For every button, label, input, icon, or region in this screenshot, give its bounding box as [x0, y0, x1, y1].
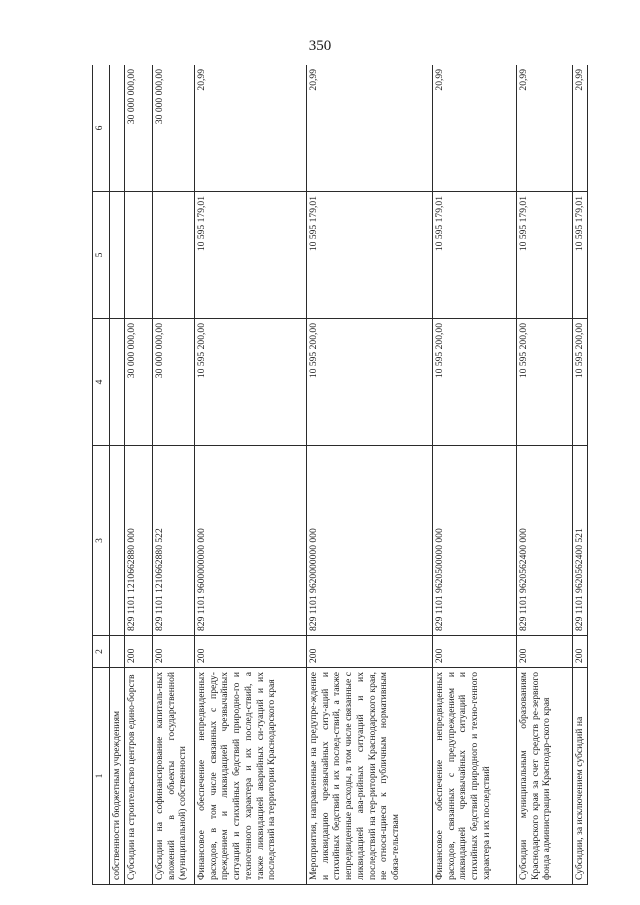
row-code: 829 1101 1210662880 522	[153, 446, 195, 636]
row-ved: 200	[195, 636, 307, 668]
table-row	[433, 65, 517, 885]
row-value-6: 20,99	[573, 65, 588, 192]
table-row	[153, 65, 195, 885]
rotated-table-area	[92, 65, 612, 885]
row-value-5: 10 595 179,01	[195, 192, 307, 319]
row-value-5: 10 595 179,01	[517, 192, 573, 319]
row-value-6: 20,99	[433, 65, 517, 192]
row-value-6: 30 000 000,00	[153, 65, 195, 192]
row-value-5: 10 595 179,01	[307, 192, 433, 319]
row-ved: 200	[517, 636, 573, 668]
header-col-2: 2	[93, 636, 110, 668]
row-ved: 200	[307, 636, 433, 668]
row-name: Субсидии, за исключением субсидий на	[573, 668, 588, 885]
row-name: Субсидии на строительство центров едино-борств	[125, 668, 153, 885]
row-value-6: 20,99	[307, 65, 433, 192]
row-value-6: 20,99	[195, 65, 307, 192]
table-row	[517, 65, 573, 885]
row-name: Финансовое обеспечение непредвиденных расходов, в том числе связанных с преду-преждением и ликвидацией чрезвычайных ситуаций и стихийных бедствий природно-го и техногенного характера и их послед-ствий, а также ликвидацией аварийных си-туаций и их последствий на территории Краснодарского края	[195, 668, 307, 885]
header-col-4: 4	[93, 319, 110, 446]
table-row	[307, 65, 433, 885]
row-ved: 200	[153, 636, 195, 668]
row-value-4: 10 595 200,00	[433, 319, 517, 446]
row-name: Субсидии на софинансирование капиталь-ных вложений в объекты государственной (муниципальной) собственности	[153, 668, 195, 885]
row-code: 829 1101 9600000000 000	[195, 446, 307, 636]
row-value-4: 30 000 000,00	[153, 319, 195, 446]
header-col-5: 5	[93, 192, 110, 319]
row-name: Мероприятия, направленные на предупре-ждение и ликвидацию чрезвычайных ситу-аций и стихийных бедствий и их послед-ствий, а также непредвиденные расходы, в том числе связанные с ликвидацией ава-рийных ситуаций и их последствий на тер-ритории Краснодарского края, не относя-щиеся к публичным нормативным обяза-тельствам	[307, 668, 433, 885]
row-value-4: 10 595 200,00	[195, 319, 307, 446]
row-code	[110, 446, 125, 636]
row-value-6	[110, 65, 125, 192]
row-value-5	[125, 192, 153, 319]
header-col-1: 1	[93, 668, 110, 885]
table-row	[573, 65, 588, 885]
row-name: Субсидии муниципальным образованиям Краснодарского края за счет средств ре-зервного фонда администрации Краснодар-ского края	[517, 668, 573, 885]
row-value-5: 10 595 179,01	[573, 192, 588, 319]
row-code: 829 1101 9620500000 000	[433, 446, 517, 636]
rotated-table-container	[92, 65, 612, 885]
header-row	[93, 65, 110, 885]
row-code: 829 1101 9620562400 000	[517, 446, 573, 636]
row-value-5: 10 595 179,01	[433, 192, 517, 319]
budget-table	[92, 65, 588, 885]
page-number: 350	[308, 38, 332, 54]
row-name: собственности бюджетным учреждениям	[110, 668, 125, 885]
row-ved	[110, 636, 125, 668]
table-row	[195, 65, 307, 885]
row-code: 829 1101 9620000000 000	[307, 446, 433, 636]
row-value-5	[153, 192, 195, 319]
row-value-6: 30 000 000,00	[125, 65, 153, 192]
row-value-6: 20,99	[517, 65, 573, 192]
row-value-5	[110, 192, 125, 319]
row-ved: 200	[433, 636, 517, 668]
row-value-4: 30 000 000,00	[125, 319, 153, 446]
row-name: Финансовое обеспечение непредвиденных расходов, связанных с предупреждением и ликвидацией чрезвычайных ситуаций и стихийных бедствий природного и техно-генного характера и их последствий	[433, 668, 517, 885]
row-ved: 200	[573, 636, 588, 668]
row-value-4: 10 595 200,00	[517, 319, 573, 446]
table-row	[110, 65, 125, 885]
row-value-4: 10 595 200,00	[307, 319, 433, 446]
header-col-3: 3	[93, 446, 110, 636]
table-row	[125, 65, 153, 885]
row-value-4: 10 595 200,00	[573, 319, 588, 446]
row-code: 829 1101 9620562400 521	[573, 446, 588, 636]
row-value-4	[110, 319, 125, 446]
row-ved: 200	[125, 636, 153, 668]
row-code: 829 1101 1210662880 000	[125, 446, 153, 636]
header-col-6: 6	[93, 65, 110, 192]
